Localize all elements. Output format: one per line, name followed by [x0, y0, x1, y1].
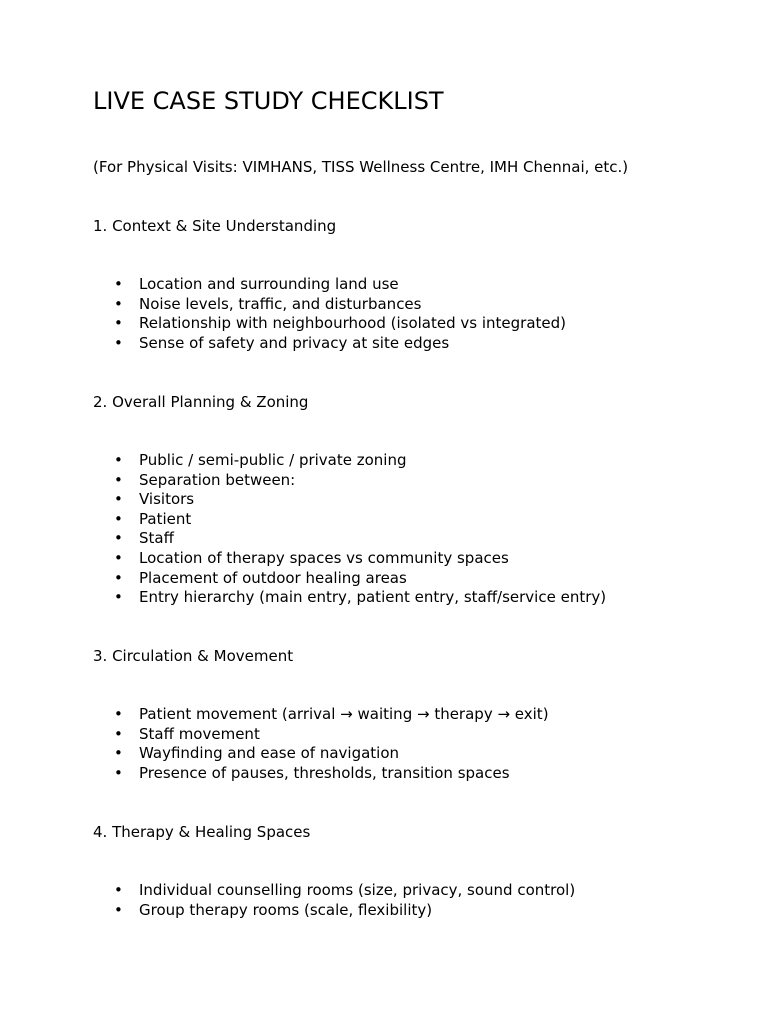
list-item-text: Location and surrounding land use: [139, 275, 399, 293]
bullet-icon: •: [114, 900, 123, 919]
bullet-icon: •: [114, 588, 123, 607]
list-item-text: Visitors: [139, 490, 195, 509]
list-item-text: Entry hierarchy (main entry, patient entry, staff/service entry): [139, 588, 607, 607]
bullet-icon: •: [114, 451, 123, 469]
list-item-text: Wayfinding and ease of navigation: [139, 744, 400, 763]
list-item: [93, 295, 566, 315]
list-item: [93, 705, 549, 725]
bullet-icon: •: [114, 314, 123, 333]
list-item-text: Location of therapy spaces vs community spaces: [139, 548, 509, 567]
list-item: [93, 275, 566, 295]
bullet-icon: •: [114, 568, 123, 587]
list-item-text: Presence of pauses, thresholds, transition spaces: [139, 763, 510, 782]
bullet-icon: •: [114, 724, 123, 743]
list-item-text: Sense of safety and privacy at site edges: [139, 333, 450, 352]
list-item: [93, 725, 549, 745]
section-heading-circulation: 3. Circulation & Movement: [93, 647, 294, 665]
bullet-icon: •: [114, 744, 123, 763]
section-heading-context: 1. Context & Site Understanding: [93, 217, 337, 235]
list-item: [93, 490, 606, 510]
list-item: [93, 588, 606, 608]
list-item: [93, 529, 606, 549]
section-list-planning: [93, 451, 606, 608]
bullet-icon: •: [114, 529, 123, 548]
section-heading-therapy: 4. Therapy & Healing Spaces: [93, 823, 311, 841]
list-item-text: Noise levels, traffic, and disturbances: [139, 294, 422, 313]
bullet-icon: •: [114, 470, 123, 489]
page-subtitle: (For Physical Visits: VIMHANS, TISS Wellness Centre, IMH Chennai, etc.): [93, 158, 629, 176]
list-item: [93, 334, 566, 354]
list-item-text: Separation between:: [139, 470, 296, 489]
list-item: [93, 549, 606, 569]
section-list-circulation: [93, 705, 549, 783]
bullet-icon: •: [114, 548, 123, 567]
list-item-text: Staff: [139, 529, 174, 548]
list-item: [93, 569, 606, 589]
list-item: [93, 881, 575, 901]
bullet-icon: •: [114, 275, 123, 293]
list-item-text: Patient: [139, 509, 192, 528]
bullet-icon: •: [114, 490, 123, 509]
list-item: [93, 764, 549, 784]
bullet-icon: •: [114, 763, 123, 782]
section-heading-planning: 2. Overall Planning & Zoning: [93, 393, 309, 411]
section-list-context: [93, 275, 566, 353]
list-item: [93, 471, 606, 491]
bullet-icon: •: [114, 294, 123, 313]
list-item: [93, 510, 606, 530]
list-item-text: Patient movement (arrival → waiting → therapy → exit): [139, 705, 549, 723]
section-list-therapy: [93, 881, 575, 920]
list-item-text: Public / semi-public / private zoning: [139, 451, 407, 469]
bullet-icon: •: [114, 333, 123, 352]
list-item: [93, 314, 566, 334]
list-item: [93, 901, 575, 921]
list-item-text: Individual counselling rooms (size, privacy, sound control): [139, 881, 576, 899]
page-title: LIVE CASE STUDY CHECKLIST: [93, 87, 444, 115]
list-item: [93, 451, 606, 471]
list-item: [93, 744, 549, 764]
bullet-icon: •: [114, 881, 123, 899]
bullet-icon: •: [114, 705, 123, 723]
list-item-text: Placement of outdoor healing areas: [139, 568, 407, 587]
list-item-text: Group therapy rooms (scale, flexibility): [139, 900, 433, 919]
bullet-icon: •: [114, 509, 123, 528]
list-item-text: Relationship with neighbourhood (isolated vs integrated): [139, 314, 567, 333]
list-item-text: Staff movement: [139, 724, 260, 743]
